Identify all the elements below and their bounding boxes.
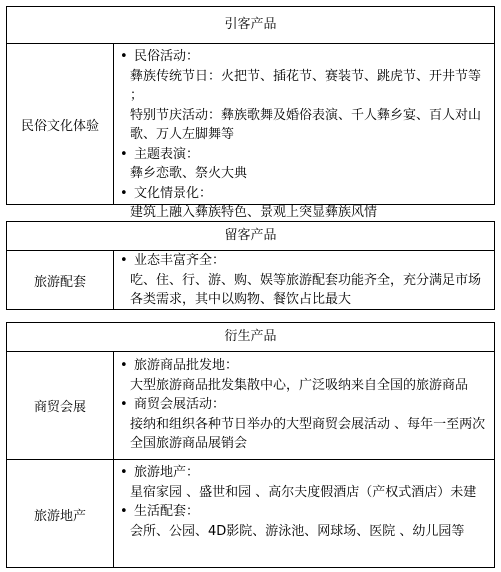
section-retain-products — [6, 221, 495, 310]
bullet-icon: • — [120, 185, 128, 201]
bullet-icon: • — [120, 465, 128, 480]
indent-text: 大型旅游商品批发集散中心，广泛吸纳来自全国的旅游商品 — [130, 377, 469, 393]
section-header: 引客产品 — [7, 7, 494, 44]
table-row — [7, 352, 494, 460]
row-content — [114, 352, 494, 459]
bullet-item: • 商贸会展活动： — [120, 395, 490, 415]
table-row — [7, 460, 494, 568]
indent-text: 星宿家园 、盛世和园 、高尔夫度假酒店（产权式酒店）未建 — [130, 484, 477, 500]
row-label: 商贸会展 — [7, 352, 114, 459]
bullet-item: • 民俗活动： — [120, 47, 490, 67]
row-content — [114, 44, 494, 220]
indent-text: 建筑上融入彝族特色、景观上突显彝族风情 — [130, 205, 378, 220]
row-label: 民俗文化体验 — [7, 44, 114, 205]
bullet-item: • 旅游商品批发地： — [120, 356, 490, 376]
row-content — [114, 460, 494, 568]
bullet-icon: • — [120, 504, 128, 519]
bullet-icon: • — [120, 358, 128, 373]
bullet-icon: • — [120, 146, 128, 162]
section-header: 留客产品 — [7, 222, 494, 251]
bullet-item: • 主题表演： — [120, 145, 490, 165]
table-row — [7, 44, 494, 220]
row-label: 旅游地产 — [7, 460, 114, 568]
bullet-icon: • — [120, 253, 128, 268]
indent-text: 特别节庆活动：彝族歌舞及婚俗表演、千人彝乡宴、百人对山歌、万人左脚舞等 — [130, 107, 482, 142]
section-derived-products — [6, 322, 495, 568]
bullet-item: • 业态丰富齐全： — [120, 251, 490, 271]
section-attract-products — [6, 6, 495, 220]
section-header: 衍生产品 — [7, 323, 494, 352]
bullet-item: • 文化情景化： — [120, 184, 490, 204]
indent-text: 吃、住、行、游、购、娱等旅游配套功能齐全，充分满足市场各类需求，其中以购物、餐饮占比最大 — [130, 272, 482, 307]
bullet-icon: • — [120, 397, 128, 412]
bullet-item: • 旅游地产： — [120, 463, 490, 483]
bullet-icon: • — [120, 49, 128, 64]
table-row — [7, 251, 494, 310]
row-content — [114, 251, 494, 310]
indent-text: 彝乡恋歌、祭火大典 — [130, 166, 248, 181]
bullet-item: • 生活配套： — [120, 502, 490, 522]
indent-text: 会所、公园、4D影院、游泳池、网球场、医院 、幼儿园等 — [130, 523, 465, 539]
indent-text: 接纳和组织各种节日举办的大型商贸会展活动 、每年一至两次全国旅游商品展销会 — [130, 416, 486, 451]
indent-text: 彝族传统节日：火把节、插花节、赛装节、跳虎节、开井节等 ； — [130, 68, 482, 103]
row-label: 旅游配套 — [7, 251, 114, 310]
